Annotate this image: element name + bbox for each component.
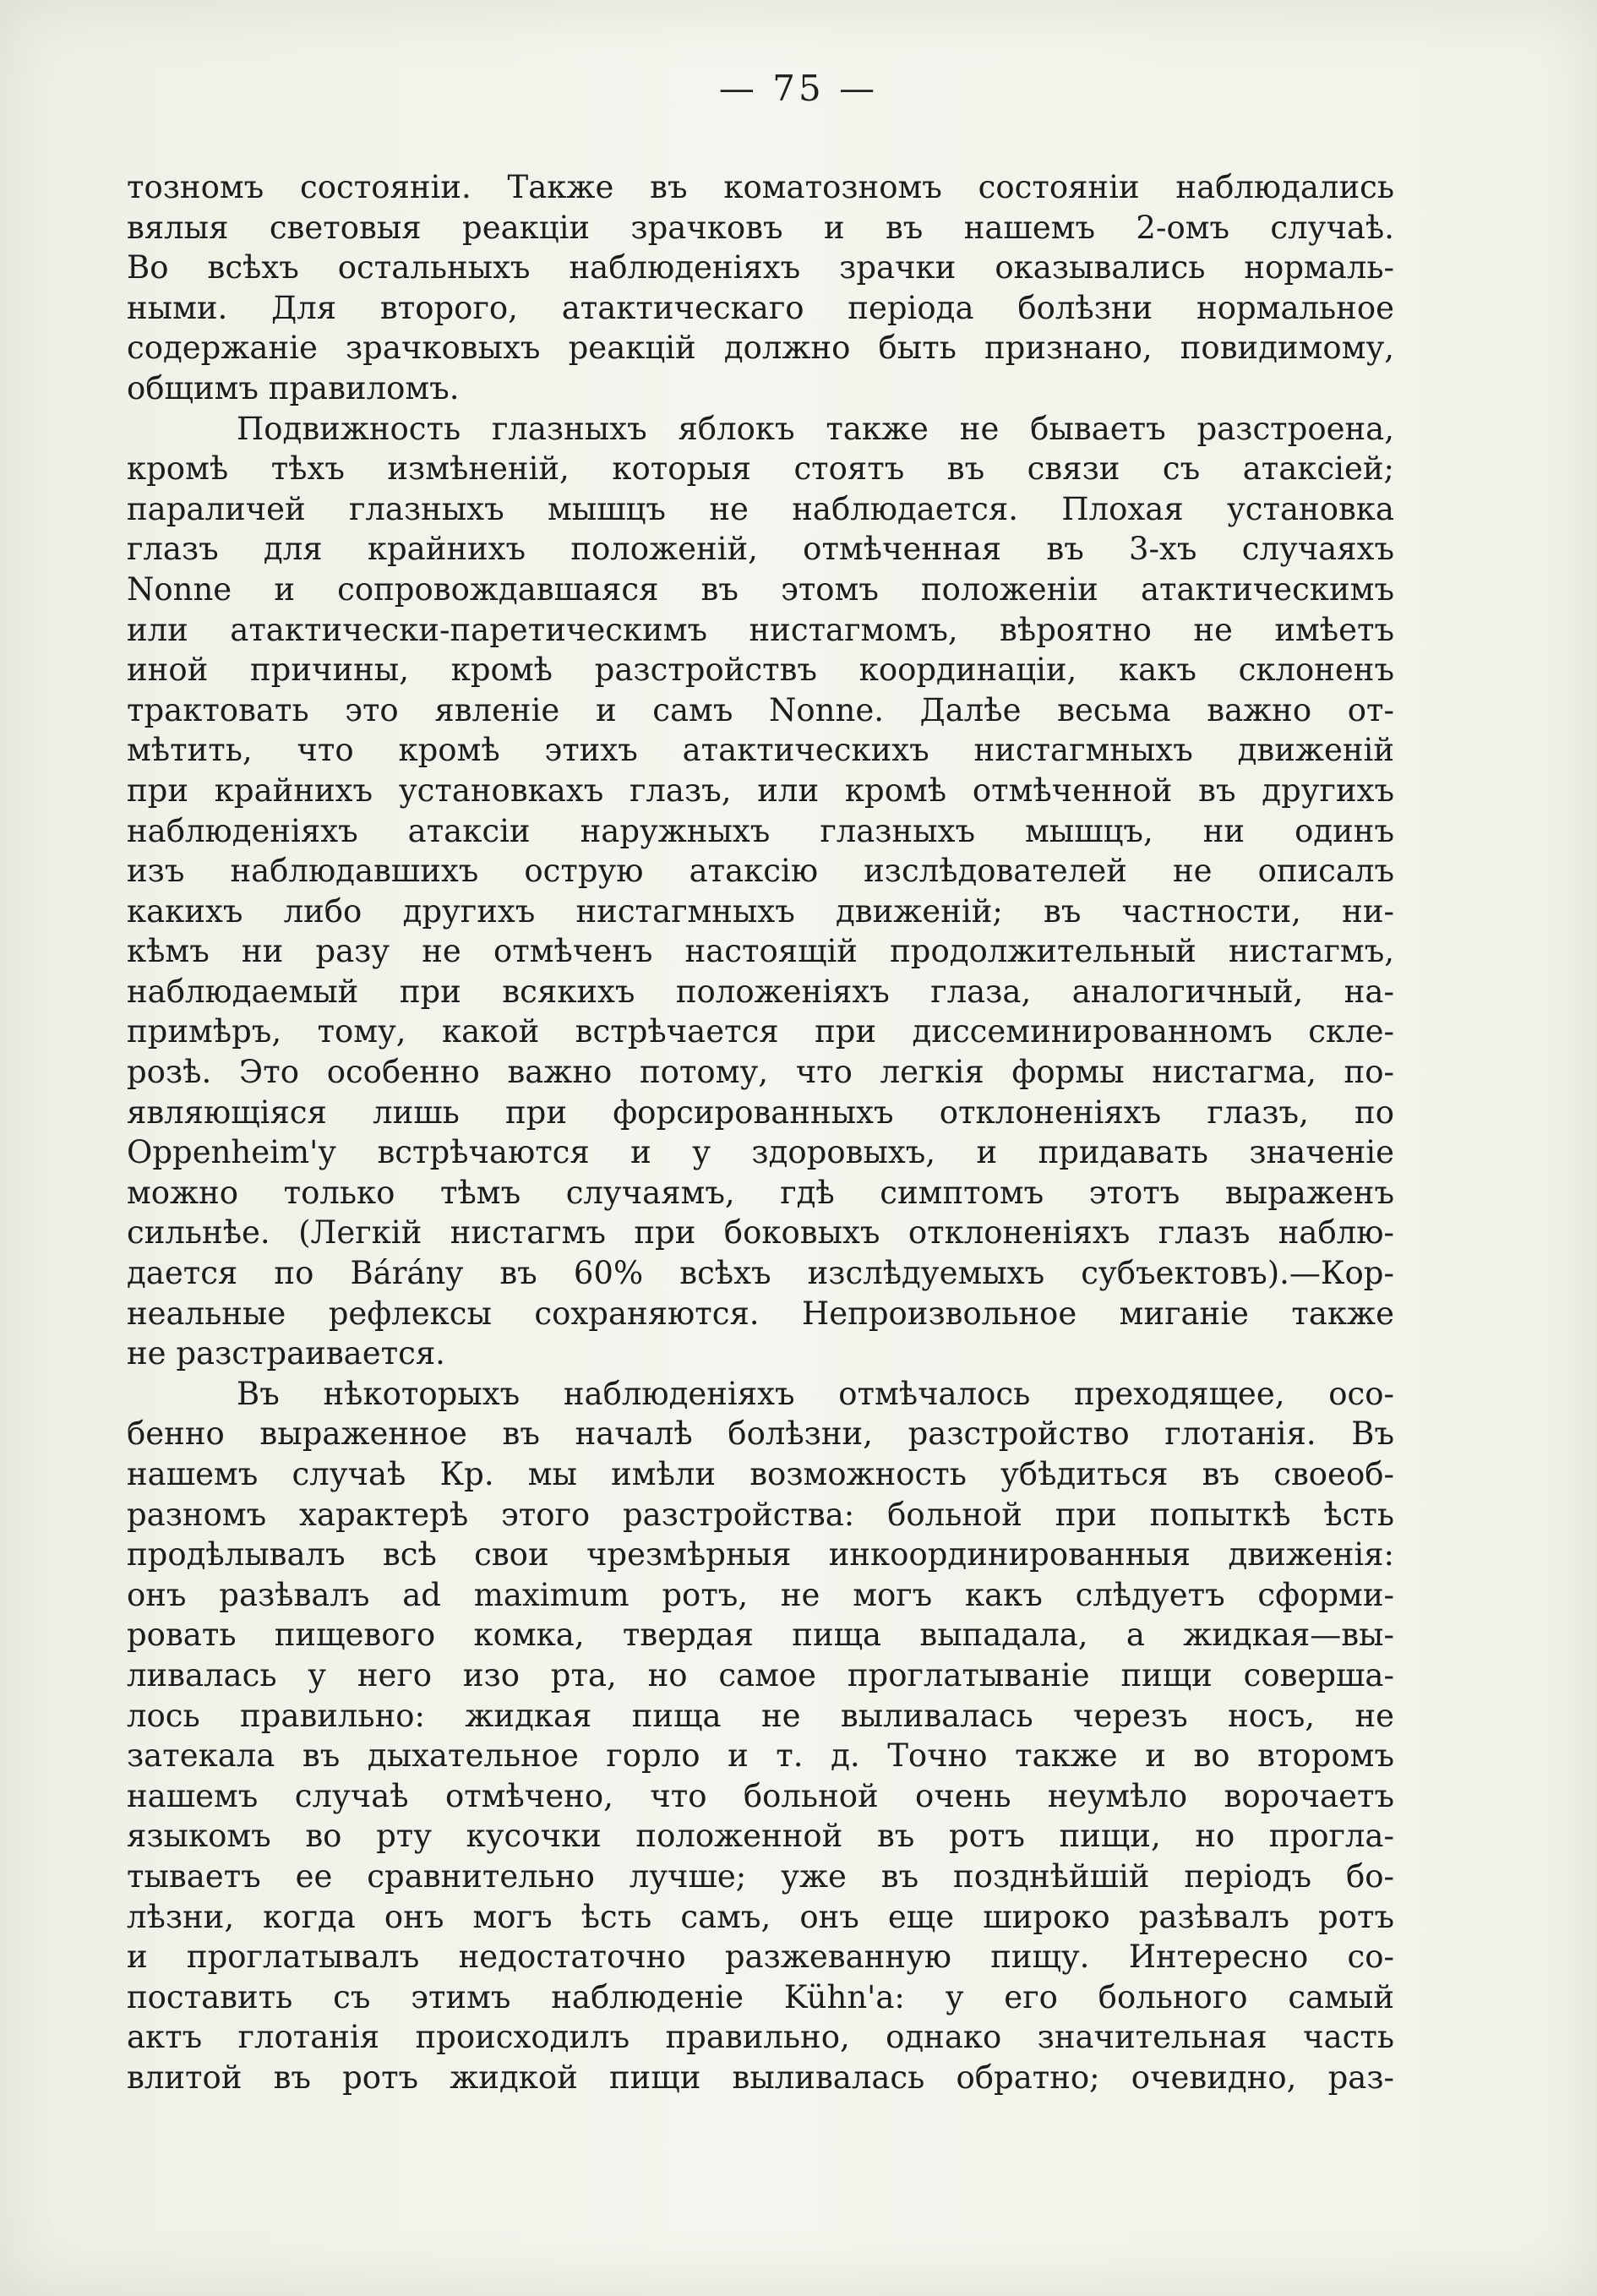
text-line: наблюденiяхъ атаксiи наружныхъ глазныхъ мышцъ, ни одинъ: [127, 812, 1394, 849]
text-line: являющiяся лишь при форсированныхъ отклоненiяхъ глазъ, по: [127, 1093, 1394, 1131]
text-line: дается по Bárány въ 60% всѣхъ изслѣдуемыхъ субъектовъ).—Кор-: [127, 1255, 1394, 1292]
text-line: изъ наблюдавшихъ острую атаксiю изслѣдователей не описалъ: [127, 853, 1394, 890]
text-line: Подвижность глазныхъ яблокъ также не бываетъ разстроена,: [237, 410, 1394, 447]
text-line: розѣ. Это особенно важно потому, что легкiя формы нистагма, по-: [127, 1054, 1394, 1091]
text-line: лѣзни, когда онъ могъ ѣсть самъ, онъ еще широко разѣвалъ ротъ: [127, 1898, 1394, 1935]
text-line: вялыя световыя реакцiи зрачковъ и въ нашемъ 2-омъ случаѣ.: [127, 209, 1394, 246]
text-line: бенно выраженное въ началѣ болѣзни, разстройство глотанiя. Въ: [127, 1415, 1394, 1453]
text-line: ными. Для второго, атактическаго перiода болѣзни нормальное: [127, 289, 1394, 326]
text-line: примѣръ, тому, какой встрѣчается при диссеминированномъ скле-: [127, 1013, 1394, 1050]
text-line: Oppenheim'у встрѣчаются и у здоровыхъ, и придавать значенiе: [127, 1134, 1394, 1171]
text-line: параличей глазныхъ мышцъ не наблюдается. Плохая установка: [127, 490, 1394, 527]
text-line: трактовать это явленiе и самъ Nonne. Далѣе весьма важно от-: [127, 691, 1394, 728]
text-line: сильнѣе. (Легкiй нистагмъ при боковыхъ отклоненiяхъ глазъ наблю-: [127, 1214, 1394, 1252]
text-line: тываетъ ее сравнительно лучше; уже въ позднѣйшiй перiодъ бо-: [127, 1857, 1394, 1895]
text-line: содержанiе зрачковыхъ реакцiй должно быть признано, повидимому,: [127, 330, 1394, 367]
text-line: ливалась у него изо рта, но самое проглатыванiе пищи соверша-: [127, 1656, 1394, 1693]
text-line: тозномъ состоянiи. Также въ коматозномъ состоянiи наблюдались: [127, 169, 1394, 205]
text-line: кромѣ тѣхъ измѣненiй, которыя стоятъ въ связи съ атаксiей;: [127, 450, 1394, 488]
text-line: мѣтить, что кромѣ этихъ атактическихъ нистагмныхъ движенiй: [127, 732, 1394, 769]
text-line: неальные рефлексы сохраняются. Непроизвольное миганiе также: [127, 1295, 1394, 1332]
text-line: актъ глотанiя происходилъ правильно, однако значительная часть: [127, 2019, 1394, 2056]
text-line: языкомъ во рту кусочки положенной въ ротъ пищи, но прогла-: [127, 1818, 1394, 1855]
text-line: иной причины, кромѣ разстройствъ координацiи, какъ склоненъ: [127, 652, 1394, 689]
text-line: продѣлывалъ всѣ свои чрезмѣрныя инкоординированныя движенiя:: [127, 1536, 1394, 1573]
text-line: ровать пищевого комка, твердая пища выпадала, а жидкая—вы-: [127, 1617, 1394, 1654]
text-line: не разстраивается.: [127, 1335, 445, 1372]
text-line: или атактически-паретическимъ нистагмомъ, вѣроятно не имѣетъ: [127, 611, 1394, 648]
body-text: [127, 167, 1394, 2098]
text-line: лось правильно: жидкая пища не выливалась черезъ носъ, не: [127, 1697, 1394, 1734]
text-line: нашемъ случаѣ отмѣчено, что больной очень неумѣло ворочаетъ: [127, 1777, 1394, 1814]
text-line: глазъ для крайнихъ положенiй, отмѣченная въ 3-хъ случаяхъ: [127, 531, 1394, 568]
text-line: затекала въ дыхательное горло и т. д. Точно также и во второмъ: [127, 1737, 1394, 1775]
text-line: какихъ либо другихъ нистагмныхъ движенiй; въ частности, ни-: [127, 892, 1394, 930]
text-line: при крайнихъ установкахъ глазъ, или кромѣ отмѣченной въ другихъ: [127, 772, 1394, 809]
text-line: нашемъ случаѣ Кр. мы имѣли возможность убѣдиться въ своеоб-: [127, 1456, 1394, 1492]
page-number: — 75 —: [718, 68, 879, 109]
text-line: общимъ правиломъ.: [127, 369, 460, 406]
text-line: Въ нѣкоторыхъ наблюденiяхъ отмѣчалось преходящее, осо-: [237, 1375, 1394, 1412]
text-line: наблюдаемый при всякихъ положенiяхъ глаза, аналогичный, на-: [127, 973, 1394, 1010]
text-line: кѣмъ ни разу не отмѣченъ настоящiй продолжительный нистагмъ,: [127, 933, 1394, 970]
text-line: Во всѣхъ остальныхъ наблюденiяхъ зрачки оказывались нормаль-: [127, 249, 1394, 286]
text-line: онъ разѣвалъ ad maximum ротъ, не могъ какъ слѣдуетъ сформи-: [127, 1576, 1394, 1613]
text-line: разномъ характерѣ этого разстройства: больной при попыткѣ ѣсть: [127, 1496, 1394, 1533]
text-line: Nonne и сопровождавшаяся въ этомъ положенiи атактическимъ: [127, 570, 1394, 608]
text-line: поставить съ этимъ наблюденiе Kühn'а: у его больного самый: [127, 1978, 1394, 2015]
text-line: можно только тѣмъ случаямъ, гдѣ симптомъ этотъ выраженъ: [127, 1174, 1394, 1211]
text-line: и проглатывалъ недостаточно разжеванную пищу. Интересно со-: [127, 1939, 1394, 1976]
text-line: влитой въ ротъ жидкой пищи выливалась обратно; очевидно, раз-: [127, 2059, 1394, 2096]
